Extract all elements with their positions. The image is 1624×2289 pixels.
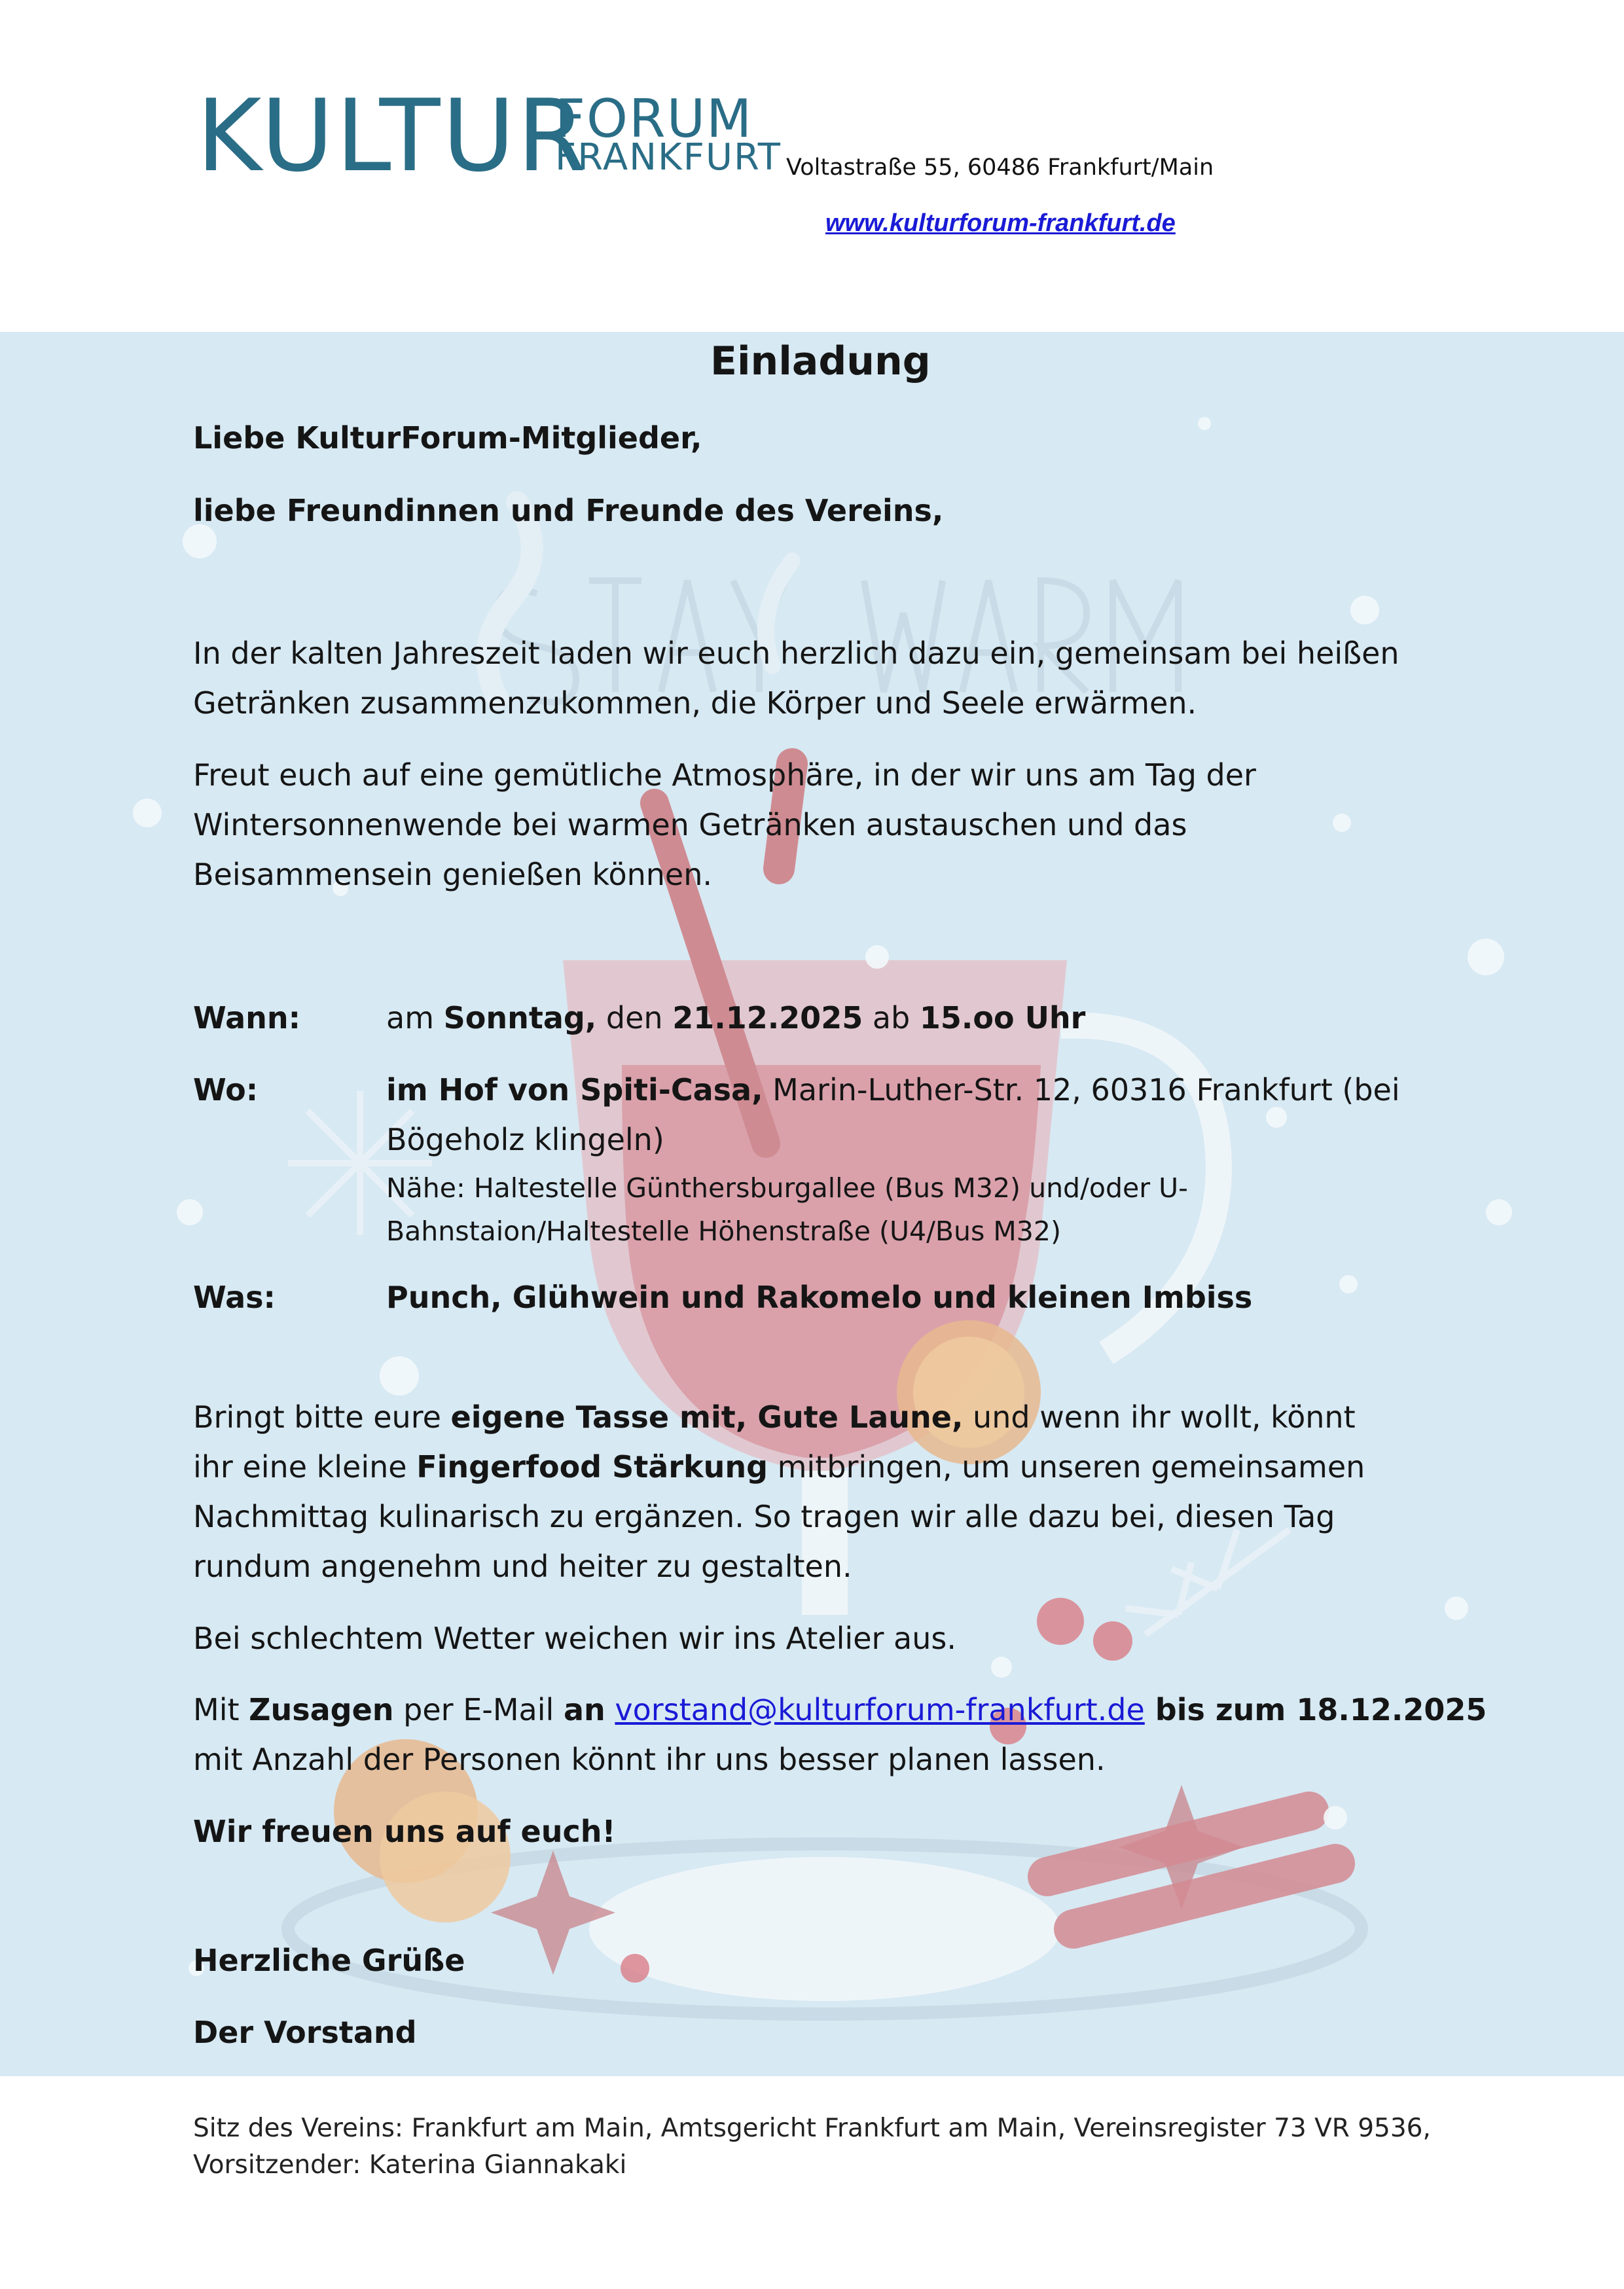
logo-word-frankfurt: FRANKFURT — [555, 136, 782, 179]
bring-line-3: Nachmittag kulinarisch zu ergänzen. So tragen wir alle dazu bei, diesen Tag — [193, 1499, 1335, 1534]
logo-word-kultur: KULTUR — [196, 78, 588, 194]
what-label: Was: — [193, 1280, 276, 1315]
transit-note-line-1: Nähe: Haltestelle Günthersburgallee (Bus M32) und/oder U- — [386, 1172, 1188, 1204]
intro-paragraph-2-line-2: Wintersonnenwende bei warmen Getränken austauschen und das — [193, 807, 1187, 842]
intro-paragraph-2-line-1: Freut euch auf eine gemütliche Atmosphäre, in der wir uns am Tag der — [193, 757, 1256, 793]
intro-paragraph-1-line-2: Getränken zusammenzukommen, die Körper und Seele erwärmen. — [193, 685, 1197, 721]
where-label: Wo: — [193, 1072, 259, 1108]
where-address: Marin-Luther-Str. 12, 60316 Frankfurt (bei — [763, 1072, 1400, 1108]
logo-word-forum: FORUM — [555, 88, 753, 149]
where-value-line-2: Bögeholz klingeln) — [386, 1122, 664, 1157]
transit-note-line-2: Bahnstaion/Haltestelle Höhenstraße (U4/Bus M32) — [386, 1216, 1061, 1247]
bring-line-2: ihr eine kleine Fingerfood Stärkung mitbringen, um unseren gemeinsamen — [193, 1449, 1365, 1485]
intro-paragraph-1-line-1: In der kalten Jahreszeit laden wir euch herzlich dazu ein, gemeinsam bei heißen — [193, 636, 1399, 671]
regards-line: Herzliche Grüße — [193, 1943, 465, 1978]
page-title: Einladung — [710, 338, 931, 384]
weather-note: Bei schlechtem Wetter weichen wir ins Atelier aus. — [193, 1621, 956, 1656]
bring-line-1: Bringt bitte eure eigene Tasse mit, Gute Laune, und wenn ihr wollt, könnt — [193, 1399, 1356, 1435]
intro-paragraph-2-line-3: Beisammensein genießen können. — [193, 857, 713, 892]
bring-line-4: rundum angenehm und heiter zu gestalten. — [193, 1549, 852, 1584]
where-value-line-1 — [386, 1065, 1400, 1115]
what-value: Punch, Glühwein und Rakomelo und kleinen Imbiss — [386, 1280, 1253, 1315]
closing-line: Wir freuen uns auf euch! — [193, 1814, 616, 1849]
kulturforum-logo — [196, 78, 782, 194]
rsvp-line-1: Mit Zusagen per E-Mail an vorstand@kulturforum-frankfurt.de bis zum 18.12.2025 — [193, 1692, 1487, 1727]
rsvp-line-2: mit Anzahl der Personen könnt ihr uns besser planen lassen. — [193, 1742, 1106, 1777]
footer-line-2: Vorsitzender: Katerina Giannakaki — [193, 2150, 627, 2180]
signature-line: Der Vorstand — [193, 2015, 417, 2050]
footer-line-1: Sitz des Vereins: Frankfurt am Main, Amtsgericht Frankfurt am Main, Vereinsregister 73 VR 9536, — [193, 2114, 1431, 2143]
greeting-line-1: Liebe KulturForum-Mitglieder, — [193, 420, 702, 456]
when-label: Wann: — [193, 1000, 301, 1036]
header-address: Voltastraße 55, 60486 Frankfurt/Main — [786, 154, 1214, 181]
email-link[interactable]: vorstand@kulturforum-frankfurt.de — [615, 1692, 1145, 1727]
website-link[interactable]: www.kulturforum-frankfurt.de — [825, 209, 1176, 237]
legal-footer — [193, 2110, 1431, 2184]
invitation-panel — [0, 332, 1624, 2076]
where-place: im Hof von Spiti-Casa, — [386, 1072, 763, 1108]
greeting-line-2: liebe Freundinnen und Freunde des Vereins, — [193, 493, 944, 528]
when-value: am Sonntag, den 21.12.2025 ab 15.oo Uhr — [386, 1000, 1086, 1036]
